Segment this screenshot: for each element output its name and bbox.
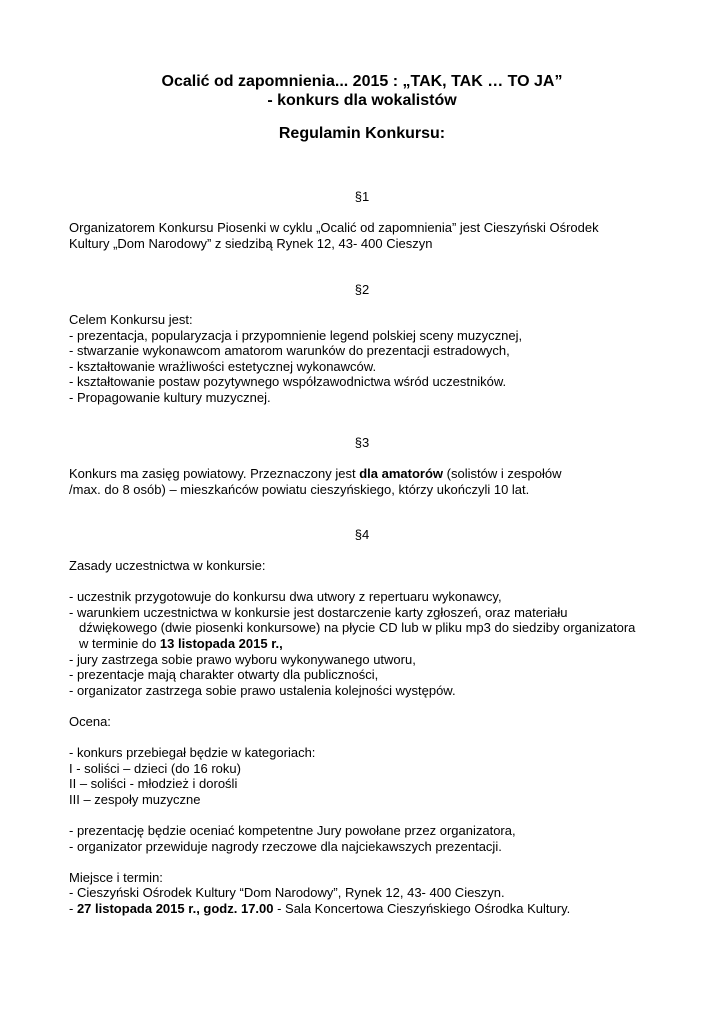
section-2-heading: §2 [354,282,370,297]
paragraph-line: Organizatorem Konkursu Piosenki w cyklu „Ocalić od zapomnienia” jest Cieszyński Ośrodek [69,220,599,235]
blank-line [69,808,669,824]
blank-line [69,854,669,870]
list-item: - warunkiem uczestnictwa w konkursie jest dostarczenie karty zgłoszeń, oraz materiału [69,604,568,620]
paragraph-line: Ocena: [69,713,111,729]
list-item: - organizator zastrzega sobie prawo ustalenia kolejności występów. [69,682,456,698]
section-3-heading: §3 [354,435,370,450]
list-item-continuation: dźwiękowego (dwie piosenki konkursowe) na płycie CD lub w pliku mp3 do siedziby organizatora [79,620,636,636]
paragraph-line: Zasady uczestnictwa w konkursie: [69,558,266,573]
paragraph-line: Kultury „Dom Narodowy” z siedzibą Rynek 12, 43- 400 Cieszyn [69,235,433,251]
bold-text: dla amatorów [359,466,444,481]
list-item: II – soliści - młodzież i dorośli [69,776,238,792]
blank-line [69,698,669,714]
list-item: - konkurs przebiegał będzie w kategoriach: [69,745,316,761]
paragraph-line: /max. do 8 osób) – mieszkańców powiatu cieszyńskiego, którzy ukończyli 10 lat. [69,481,530,497]
blank-line [69,730,669,746]
list-item: I - soliści – dzieci (do 16 roku) [69,760,241,776]
section-3-body [69,466,669,497]
list-item: III – zespoły muzyczne [69,791,201,807]
text-span: - Sala Koncertowa Cieszyńskiego Ośrodka Kultury. [273,901,571,917]
list-item: - prezentacje mają charakter otwarty dla publiczności, [69,667,379,683]
bold-date: 13 listopada 2015 r., [159,635,283,651]
section-1-body [69,220,669,251]
paragraph-line: Miejsce i termin: [69,869,163,885]
section-2-body [69,312,669,406]
bold-date: 27 listopada 2015 r., godz. 17.00 [76,901,274,917]
list-item: - prezentację będzie oceniać kompetentne Jury powołane przez organizatora, [69,823,516,839]
text-span: w terminie do [79,635,160,651]
document-subtitle: Regulamin Konkursu: [278,125,446,142]
text-span: - [69,901,77,917]
section-4-body [69,558,669,917]
paragraph-line [69,466,669,482]
list-item: - jury zastrzega sobie prawo wyboru wykonywanego utworu, [69,651,416,667]
section-4-heading: §4 [354,527,370,542]
list-item: - organizator przewiduje nagrody rzeczowe dla najciekawszych prezentacji. [69,838,502,854]
paragraph-line: Celem Konkursu jest: [69,312,193,327]
document-title-line2: - konkurs dla wokalistów [267,92,457,109]
list-item: - uczestnik przygotowuje do konkursu dwa utwory z repertuaru wykonawcy, [69,589,502,605]
list-item: - Propagowanie kultury muzycznej. [69,389,271,405]
section-1-heading: §1 [354,189,370,204]
list-item: - prezentacja, popularyzacja i przypomnienie legend polskiej sceny muzycznej, [69,327,523,343]
document-title: Ocalić od zapomnienia... 2015 : „TAK, TAK … TO JA” [161,73,563,90]
text-span: (solistów i zespołów [443,466,562,481]
list-item: - kształtowanie wrażliwości estetycznej wykonawców. [69,358,377,374]
list-item: - kształtowanie postaw pozytywnego współzawodnictwa wśród uczestników. [69,374,507,390]
blank-line [69,574,669,590]
list-item: - stwarzanie wykonawcom amatorom warunków do prezentacji estradowych, [69,343,510,359]
list-item-continuation [69,636,669,652]
text-span: Konkurs ma zasięg powiatowy. Przeznaczony jest [69,466,360,481]
list-item: - Cieszyński Ośrodek Kultury “Dom Narodowy”, Rynek 12, 43- 400 Cieszyn. [69,885,505,901]
list-item [69,901,669,917]
